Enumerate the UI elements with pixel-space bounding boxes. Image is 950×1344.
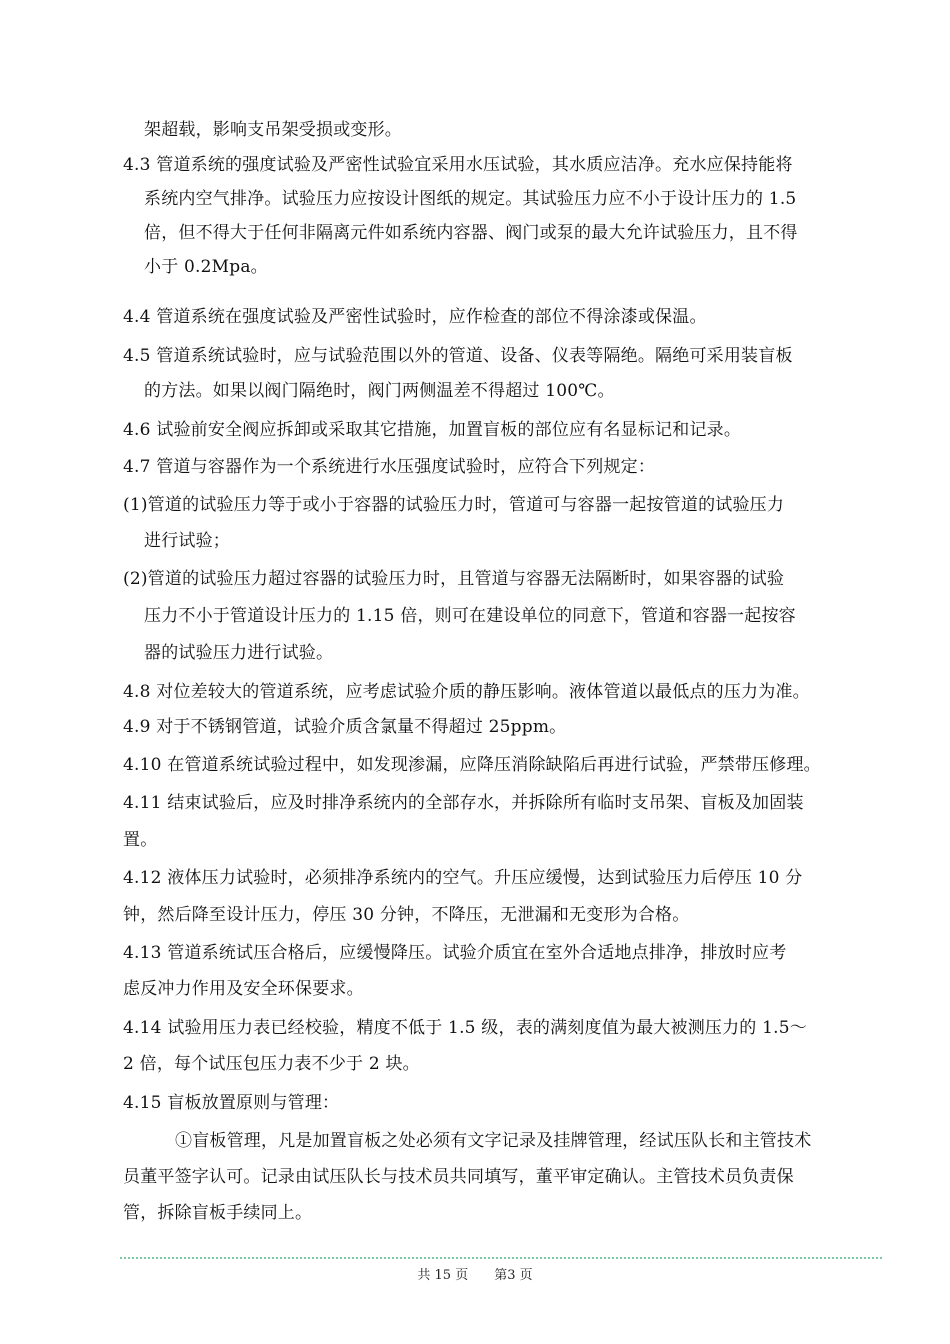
text-line: 倍，但不得大于任何非隔离元件如系统内容器、阀门或泵的最大允许试验压力，且不得 bbox=[144, 223, 798, 243]
text-line: 压力不小于管道设计压力的 1.15 倍，则可在建设单位的同意下，管道和容器一起按容 bbox=[144, 606, 796, 626]
text-line: 4.15 盲板放置原则与管理： bbox=[123, 1093, 340, 1113]
text-line: 4.4 管道系统在强度试验及严密性试验时，应作检查的部位不得涂漆或保温。 bbox=[123, 307, 707, 327]
page-number: 第3 页 bbox=[494, 1268, 533, 1283]
text-line: 4.9 对于不锈钢管道，试验介质含氯量不得超过 25ppm。 bbox=[123, 717, 567, 737]
text-line: 的方法。如果以阀门隔绝时，阀门两侧温差不得超过 100℃。 bbox=[144, 381, 615, 401]
text-line: 4.3 管道系统的强度试验及严密性试验宜采用水压试验，其水质应洁净。充水应保持能将 bbox=[123, 155, 793, 175]
text-line: (1)管道的试验压力等于或小于容器的试验压力时，管道可与容器一起按管道的试验压力 bbox=[123, 495, 785, 515]
text-line: 4.10 在管道系统试验过程中，如发现渗漏，应降压消除缺陷后再进行试验，严禁带压修理。 bbox=[123, 755, 821, 775]
page-footer bbox=[0, 1267, 950, 1285]
text-line: 进行试验； bbox=[144, 531, 230, 551]
text-line: 置。 bbox=[123, 830, 158, 850]
text-line: 小于 0.2Mpa。 bbox=[144, 257, 268, 277]
text-line: 器的试验压力进行试验。 bbox=[144, 643, 334, 663]
footer-divider bbox=[120, 1257, 882, 1259]
text-line: 虑反冲力作用及安全环保要求。 bbox=[123, 979, 364, 999]
text-line: 4.7 管道与容器作为一个系统进行水压强度试验时，应符合下列规定： bbox=[123, 457, 656, 477]
text-line: 4.8 对位差较大的管道系统，应考虑试验介质的静压影响。液体管道以最低点的压力为准。 bbox=[123, 682, 810, 702]
text-line: 4.12 液体压力试验时，必须排净系统内的空气。升压应缓慢，达到试验压力后停压 10 分 bbox=[123, 868, 803, 888]
text-line: 管，拆除盲板手续同上。 bbox=[123, 1203, 313, 1223]
text-line: 4.13 管道系统试压合格后，应缓慢降压。试验介质宜在室外合适地点排净，排放时应考 bbox=[123, 943, 787, 963]
text-line: ①盲板管理，凡是加置盲板之处必须有文字记录及挂牌管理，经试压队长和主管技术 bbox=[175, 1131, 812, 1151]
text-line: 员董平签字认可。记录由试压队长与技术员共同填写，董平审定确认。主管技术员负责保 bbox=[123, 1167, 794, 1187]
total-pages: 共 15 页 bbox=[417, 1268, 469, 1283]
text-line: 4.11 结束试验后，应及时排净系统内的全部存水，并拆除所有临时支吊架、盲板及加固装 bbox=[123, 793, 804, 813]
text-line: 4.14 试验用压力表已经校验，精度不低于 1.5 级，表的满刻度值为最大被测压力的 1.5～ bbox=[123, 1018, 807, 1038]
text-line: (2)管道的试验压力超过容器的试验压力时，且管道与容器无法隔断时，如果容器的试验 bbox=[123, 569, 785, 589]
text-line: 4.6 试验前安全阀应拆卸或采取其它措施，加置盲板的部位应有名显标记和记录。 bbox=[123, 420, 742, 440]
text-line: 钟，然后降至设计压力，停压 30 分钟，不降压，无泄漏和无变形为合格。 bbox=[123, 905, 690, 925]
text-line: 架超载，影响支吊架受损或变形。 bbox=[144, 120, 402, 140]
text-line: 2 倍，每个试压包压力表不少于 2 块。 bbox=[123, 1054, 420, 1074]
text-line: 系统内空气排净。试验压力应按设计图纸的规定。其试验压力应不小于设计压力的 1.5 bbox=[144, 189, 797, 209]
text-line: 4.5 管道系统试验时，应与试验范围以外的管道、设备、仪表等隔绝。隔绝可采用装盲板 bbox=[123, 346, 793, 366]
